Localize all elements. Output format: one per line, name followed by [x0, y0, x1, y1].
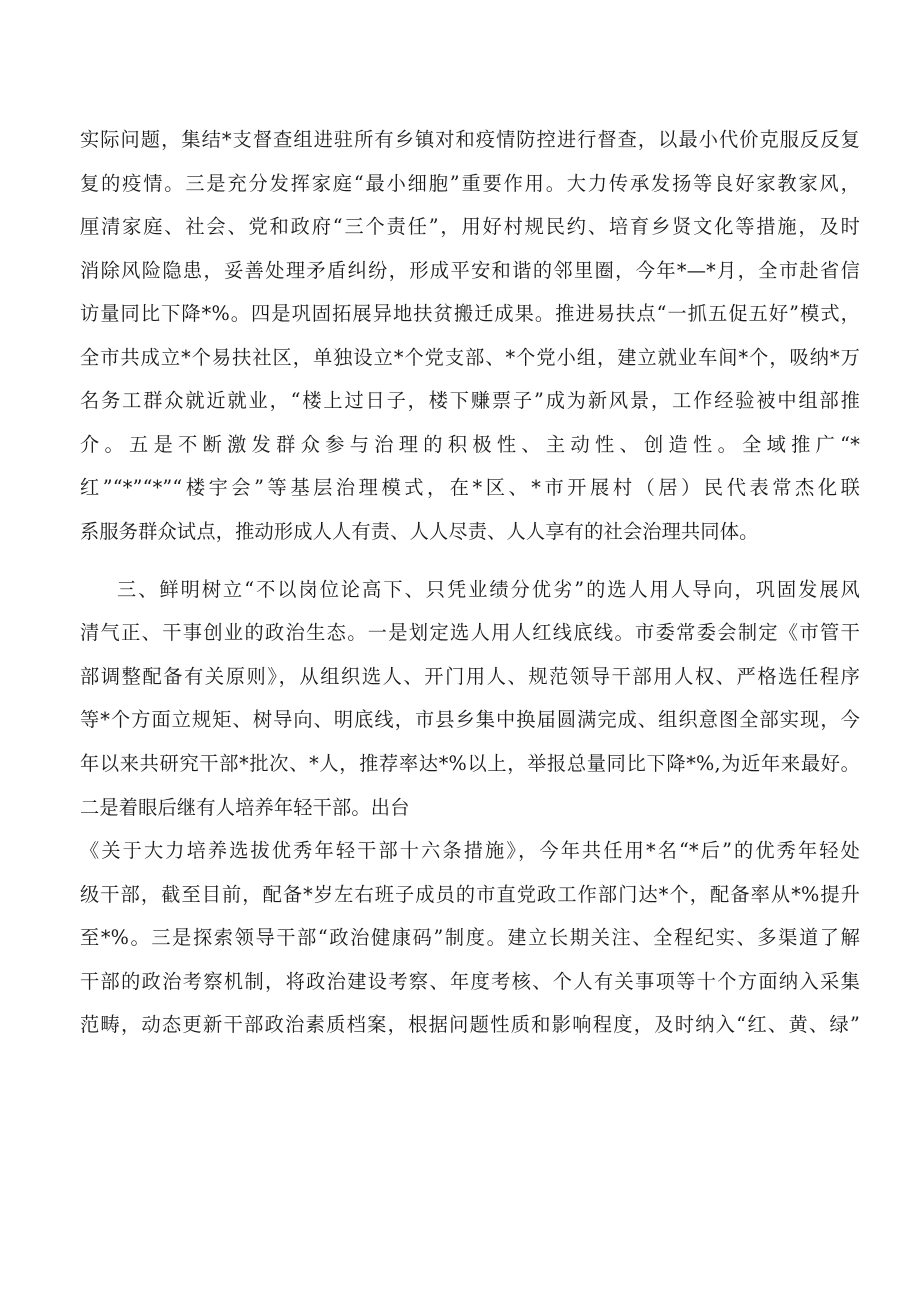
text-line: 范畴，动态更新干部政治素质档案，根据问题性质和影响程度，及时纳入“红、黄、绿” — [80, 1013, 860, 1036]
text-line: 实际问题，集结*支督查组进驻所有乡镇对和疫情防控进行督查，以最小代价克服反反复 — [80, 128, 860, 151]
text-line: 至*%。三是探索领导干部“政治健康码”制度。建立长期关注、全程纪实、多渠道了解 — [80, 926, 860, 949]
text-line: 红”“*”“*”“楼宇会”等基层治理模式，在*区、*市开展村（居）民代表常杰化联 — [80, 476, 860, 499]
text-line: 级干部，截至目前，配备*岁左右班子成员的市直党政工作部门达*个，配备率从*%提升 — [80, 883, 860, 906]
text-line: 消除风险隐患，妥善处理矛盾纠纷，形成平安和谐的邻里圈，今年*—*月，全市赴省信 — [80, 259, 860, 282]
text-line: 厘清家庭、社会、党和政府“三个责任”，用好村规民约、培育乡贤文化等措施，及时 — [80, 215, 860, 238]
text-line: 二是着眼后继有人培养年轻干部。出台 — [80, 796, 410, 819]
text-line: 部调整配备有关原则》，从组织选人、开门用人、规范领导干部用人权、严格选任程序 — [80, 665, 860, 688]
text-line: 年以来共研究干部*批次、*人，推荐率达*%以上，举报总量同比下降*%,为近年来最好。 — [80, 752, 860, 775]
text-line: 访量同比下降*%。四是巩固拓展异地扶贫搬迁成果。推进易扶点“一抓五促五好”模式， — [80, 302, 860, 325]
text-line: 《关于大力培养选拔优秀年轻干部十六条措施》，今年共任用*名“*后”的优秀年轻处 — [80, 839, 860, 862]
section-heading-line: 三、鲜明树立“不以岗位论高下、只凭业绩分优劣”的选人用人导向，巩固发展风 — [117, 578, 860, 601]
text-line: 复的疫情。三是充分发挥家庭“最小细胞”重要作用。大力传承发扬等良好家教家风， — [80, 172, 860, 195]
text-line: 名务工群众就近就业，“楼上过日子，楼下赚票子”成为新风景，工作经验被中组部推 — [80, 389, 860, 412]
text-line: 干部的政治考察机制，将政治建设考察、年度考核、个人有关事项等十个方面纳入采集 — [80, 970, 860, 993]
text-line: 介。五是不断激发群众参与治理的积极性、主动性、创造性。全域推广“* — [80, 433, 860, 456]
text-line: 全市共成立*个易扶社区，单独设立*个党支部、*个党小组，建立就业车间*个，吸纳*万 — [80, 346, 860, 369]
text-line: 清气正、干事创业的政治生态。一是划定选人用人红线底线。市委常委会制定《市管干 — [80, 621, 860, 644]
text-line: 等*个方面立规矩、树导向、明底线，市县乡集中换届圆满完成、组织意图全部实现，今 — [80, 708, 860, 731]
text-line: 系服务群众试点，推动形成人人有责、人人尽责、人人享有的社会治理共同体。 — [80, 520, 759, 543]
